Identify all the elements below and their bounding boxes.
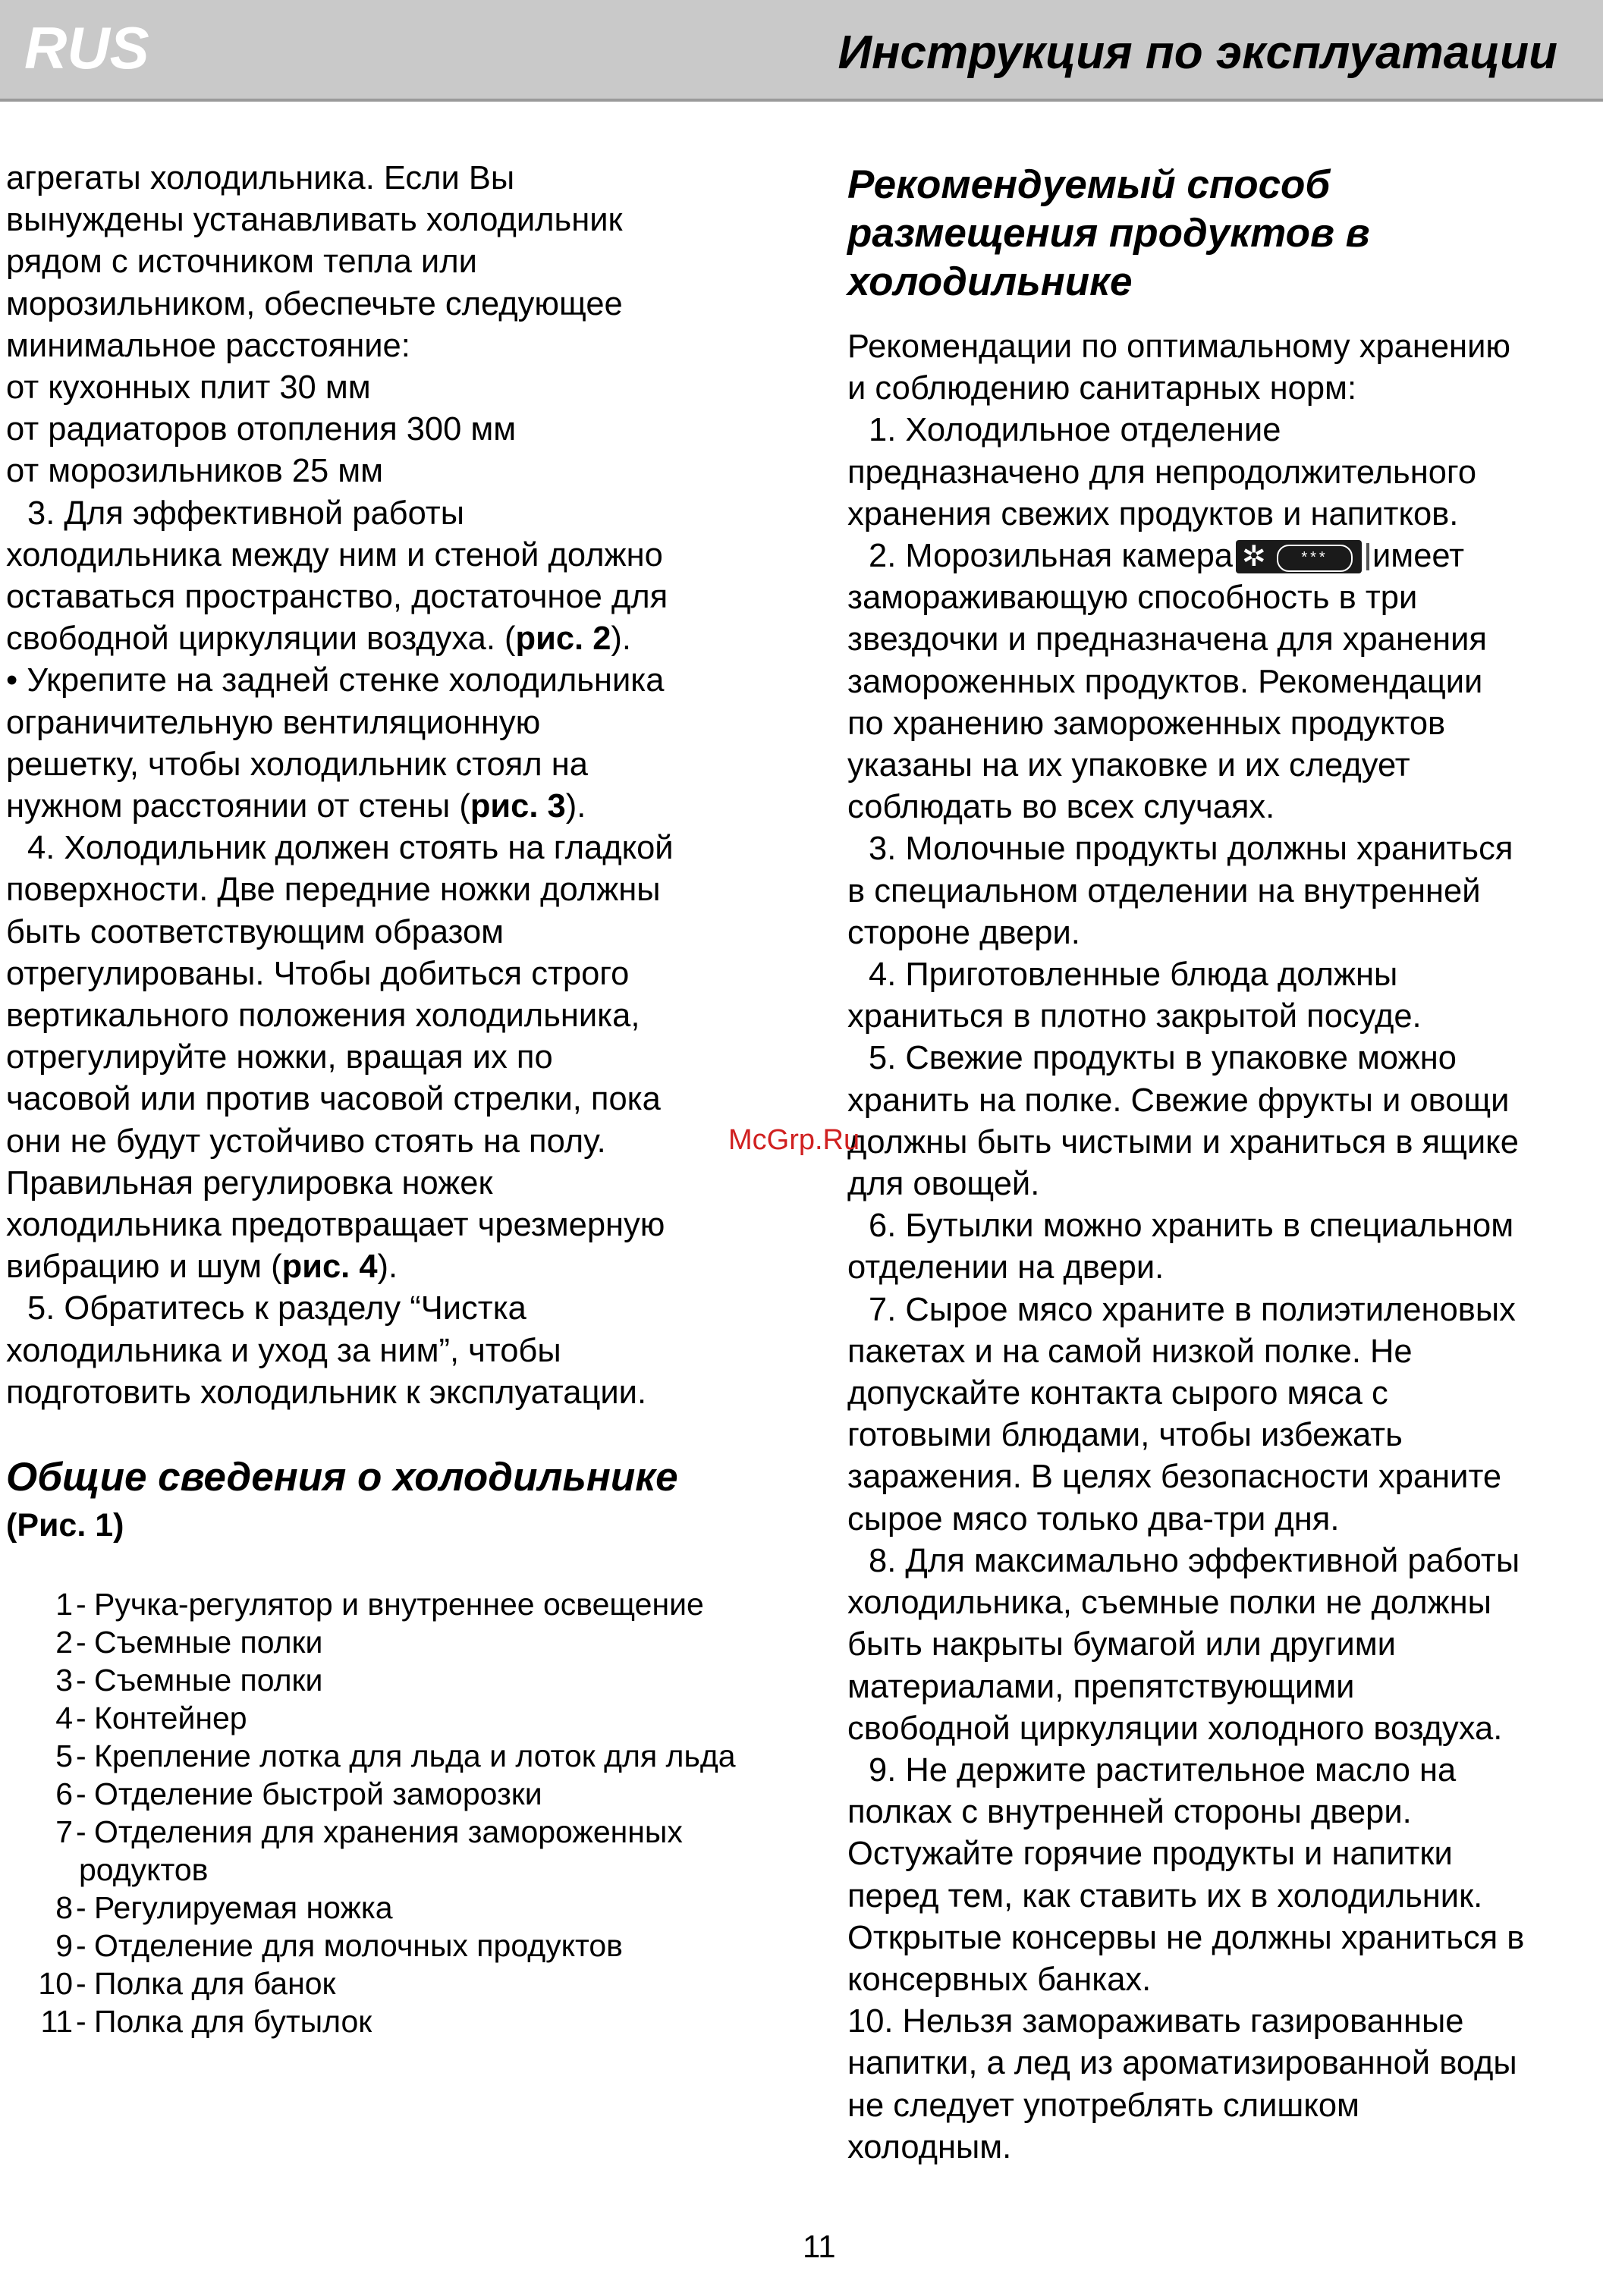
text-line: оставаться пространство, достаточное для [6,579,668,616]
text-line: минимальное расстояние: [6,327,410,364]
list-item: 6- Отделение быстрой заморозки [55,1776,542,1811]
text-line: указаны на их упаковке и их следует [847,747,1410,784]
text-line: готовыми блюдами, чтобы избежать [847,1417,1403,1454]
text-line: допускайте контакта сырого мяса с [847,1375,1388,1412]
text-line: замороженных продуктов. Рекомендации [847,663,1483,700]
text-line: быть накрыты бумагой или другими [847,1626,1396,1663]
list-item: 2- Съемные полки [55,1625,323,1660]
text-line: рядом с источником тепла или [6,243,477,281]
right-column [847,161,1598,2169]
text-line: для овощей. [847,1166,1040,1203]
text-line: предназначено для непродолжительного [847,454,1477,491]
text-line: агрегаты холодильника. Если Вы [6,160,515,196]
text-line: стороне двери. [847,914,1080,951]
text-line: Остужайте горячие продукты и напитки [847,1836,1453,1873]
text-line: 5. Обратитесь к разделу “Чистка [27,1290,526,1327]
text-line: решетку, чтобы холодильник стоял на [6,746,588,783]
text-line: перед тем, как ставить их в холодильник. [847,1877,1483,1914]
text-line: свободной циркуляции холодного воздуха. [847,1710,1503,1747]
text-line: они не будут устойчиво стоять на полу. [6,1123,606,1160]
text-line: отрегулированы. Чтобы добиться строго [6,955,630,992]
parts-list [6,1585,772,2040]
heading-line: холодильнике [847,259,1133,304]
list-item: 11- Полка для бутылок [40,2004,372,2039]
heading-line: Рекомендуемый способ [847,162,1331,207]
list-item: 1- Ручка-регулятор и внутреннее освещение [55,1587,704,1622]
text-line: 3. Молочные продукты должны храниться [869,831,1513,868]
text-line: хранить на полке. Свежие фрукты и овощи [847,1082,1510,1119]
text-line: холодильника между ним и стеной должно [6,536,663,573]
list-item: 8- Регулируемая ножка [55,1890,393,1925]
text-line: быть соответствующим образом [6,913,504,950]
preparation-paragraph [6,1288,772,1414]
text-line: заражения. В целях безопасности храните [847,1459,1502,1496]
text-line: не следует употреблять слишком [847,2087,1359,2124]
text-line: поверхности. Две передние ножки должны [6,872,661,909]
list-item: 3- Съемные полки [55,1663,323,1698]
text-line: сырое мясо только два-три дня. [847,1500,1340,1537]
list-item: 9- Отделение для молочных продуктов [55,1928,623,1963]
text-line: от радиаторов отопления 300 мм [6,411,517,448]
grille-paragraph [6,660,772,828]
text-line: от кухонных плит 30 мм [6,369,371,407]
airflow-paragraph [6,493,772,661]
storage-heading [847,161,1598,306]
text-line: 4. Холодильник должен стоять на гладкой [27,830,674,867]
section-subtitle: (Рис. 1) [6,1507,124,1544]
text-line: Рекомендации по оптимальному хранению [847,328,1510,365]
text-line: 3. Для эффективной работы [27,495,464,532]
text-line: полках с внутренней стороны двери. [847,1794,1412,1831]
text-line: 6. Бутылки можно хранить в специальном [869,1208,1514,1245]
text-line: 8. Для максимально эффективной работы [869,1542,1520,1579]
text-line: должны быть чистыми и храниться в ящике [847,1123,1519,1161]
watermark: McGrp.Ru [728,1124,860,1156]
text-line: подготовить холодильник к эксплуатации. [6,1374,647,1411]
distance-paragraph [6,158,772,493]
text-line: 2. Морозильная камера ✲ *** имеет [869,538,1465,575]
list-item-continuation: родуктов [79,1852,209,1887]
text-line: консервных банках. [847,1961,1152,1998]
text-line: 9. Не держите растительное масло на [869,1751,1457,1789]
text-line: вибрацию и шум (рис. 4). [6,1249,398,1286]
figure-reference: рис. 3 [470,788,566,825]
text-line: холодным. [847,2128,1012,2166]
text-line: свободной циркуляции воздуха. (рис. 2). [6,620,631,658]
text-line: холодильника и уход за ним”, чтобы [6,1332,561,1369]
page-number: 11 [803,2228,836,2264]
text-line: часовой или против часовой стрелки, пока [6,1081,661,1118]
language-label: RUS [24,14,149,81]
figure-reference: рис. 2 [515,620,611,658]
page-header [0,0,1603,102]
text-line: отделении на двери. [847,1249,1165,1286]
snowflake-icon: ✲ [1242,540,1266,573]
text-line: • Укрепите на задней стенке холодильника [6,662,665,699]
text-line: материалами, препятствующими [847,1668,1355,1705]
text-line: 1. Холодильное отделение [869,412,1281,449]
text-line: холодильника предотвращает чрезмерную [6,1207,665,1244]
text-line: 5. Свежие продукты в упаковке можно [869,1040,1457,1077]
text-line: Открытые консервы не должны храниться в [847,1919,1525,1956]
text-line: по хранению замороженных продуктов [847,705,1446,742]
text-line: от морозильников 25 мм [6,453,384,490]
text-line: нужном расстоянии от стены (рис. 3). [6,788,586,825]
text-line: пакетах и на самой низкой полке. Не [847,1333,1413,1370]
heading-line: размещения продуктов в [847,211,1370,256]
figure-reference: рис. 4 [281,1249,378,1286]
leveling-paragraph [6,828,772,1288]
text-line: 4. Приготовленные блюда должны [869,956,1398,994]
text-line: хранения свежих продуктов и напитков. [847,495,1459,532]
text-line: 10. Нельзя замораживать газированные [847,2003,1464,2040]
list-item: 5- Крепление лотка для льда и лоток для льда [55,1738,736,1773]
text-line: холодильника, съемные полки не должны [847,1585,1491,1622]
text-line: Правильная регулировка ножек [6,1164,493,1201]
freezer-star-rating-icon [1236,540,1362,573]
list-item: 10- Полка для банок [38,1966,336,2001]
text-line: и соблюдению санитарных норм: [847,370,1357,407]
section-title: Общие сведения о холодильнике [6,1455,678,1500]
text-line: вынуждены устанавливать холодильник [6,202,623,239]
text-line: 7. Сырое мясо храните в полиэтиленовых [869,1291,1516,1328]
text-line: в специальном отделении на внутренней [847,872,1481,909]
list-item: 7- Отделения для хранения замороженных [55,1814,683,1849]
text-line: храниться в плотно закрытой посуде. [847,998,1422,1035]
text-line: звездочки и предназначена для хранения [847,621,1487,658]
text-line: ограничительную вентиляционную [6,704,541,741]
text-line: соблюдать во всех случаях. [847,789,1275,826]
list-item: 4- Контейнер [55,1701,247,1735]
text-line: морозильником, обеспечьте следующее [6,285,623,322]
text-line: отрегулируйте ножки, вращая их по [6,1039,553,1076]
manual-title: Инструкция по эксплуатации [838,27,1557,79]
text-line: замораживающую способность в три [847,579,1418,617]
text-line: вертикального положения холодильника, [6,997,640,1035]
text-line: напитки, а лед из ароматизированной воды [847,2045,1517,2082]
left-column [6,158,772,1547]
three-star-icon: *** [1277,545,1353,572]
